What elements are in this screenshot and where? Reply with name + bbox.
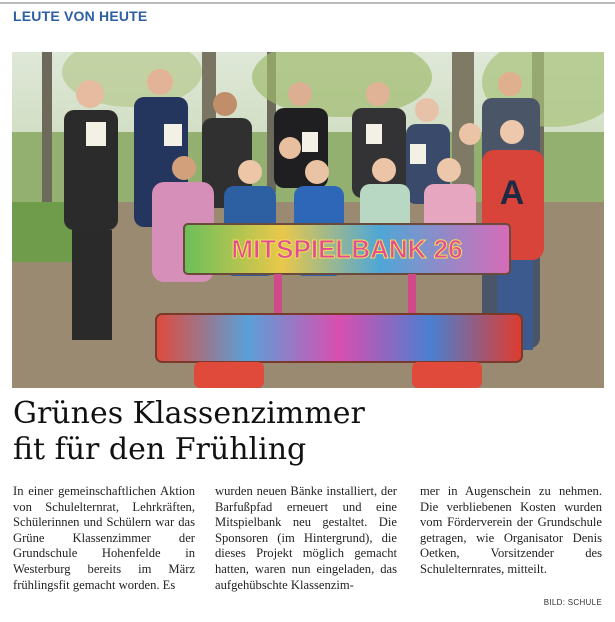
photo-credit: BILD: SCHULE	[543, 598, 602, 607]
bench-sign: MITSPIELBANK 26	[231, 234, 463, 264]
headline-line-1: Grünes Klassenzimmer	[13, 396, 365, 431]
article-column-2: wurden neuen Bänke installiert, der Barfußpfad erneuert und eine Mitspielbank neu gestaltet. Die Sponsoren (im Hintergrund), die dieses Projekt möglich gemacht hatten, waren nun eingeladen, das aufgehübschte Klassenzim-	[215, 484, 397, 592]
headline	[13, 396, 603, 468]
section-label: LEUTE VON HEUTE	[13, 8, 148, 24]
article-column-3: mer in Augenschein zu nehmen. Die verbliebenen Kosten wurden vom Förderverein der Grundschule getragen, wie Organisator Denis Oetken, Vorsitzender des Schulelternrates, mitteilt.	[420, 484, 602, 576]
headline-line-2: fit für den Frühling	[13, 432, 307, 467]
article-column-1: In einer gemeinschaftlichen Aktion von Schulelternrat, Lehrkräften, Schülerinnen und Schülern war das Grüne Klassenzimmer der Grundschule Hohenfelde in Westerburg bereits im März frühlingsfit gemacht worden. Es	[13, 484, 195, 592]
article-photo	[12, 52, 604, 388]
sweater-letter: A	[499, 174, 525, 212]
top-rule	[0, 2, 615, 4]
